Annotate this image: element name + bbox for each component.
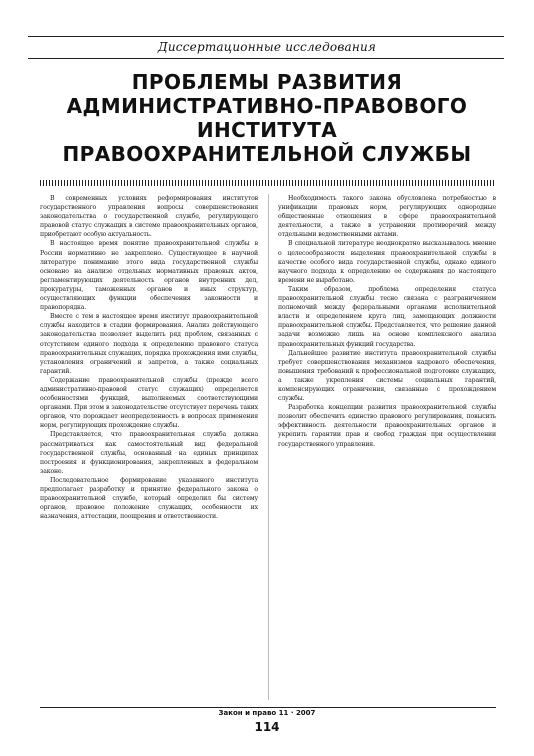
page-number: 114	[254, 720, 280, 734]
paragraph: Дальнейшее развитие института правоохранительной службы требует совершенствования механизмов кадрового обеспечения, повышения требований к профессиональной подготовке служащих, а также укрепления системы социальных гарантий, компенсирующих ограничения, связанные с прохождением службы.	[278, 349, 496, 403]
article-title-line: АДМИНИСТРАТИВНО-ПРАВОВОГО	[66, 94, 468, 118]
article-title-line: ПРАВООХРАНИТЕЛЬНОЙ СЛУЖБЫ	[62, 142, 472, 166]
article-title	[30, 70, 504, 166]
column-divider	[268, 194, 269, 700]
paragraph: Необходимость такого закона обусловлена потребностью в унификации правовых норм, регулирующих однородные общественные отношения в сфере правоохранительной деятельности, а также в устранении противоречий между отдельными ведомственными актами.	[278, 195, 496, 239]
paragraph: Представляется, что правоохранительная служба должна рассматриваться как самостоятельный вид федеральной государственной службы, основанный на единых принципах построения и функционирования, закрепленных в федеральном законе.	[40, 431, 258, 475]
header-rule-top	[28, 36, 504, 37]
header-rule-bottom	[28, 58, 504, 59]
paragraph: Содержание правоохранительной службы (прежде всего административно-правовой статус служащих) определяется особенностями функций, выполняемых соответствующими органами. При этом в законодательстве отсутствует перечень таких органов, что порождает неопределенность в вопросах применения норм, регулирующих прохождение службы.	[40, 376, 258, 430]
paragraph: Последовательное формирование указанного института предполагает разработку и принятие федерального закона о правоохранительной службе, который определил бы систему органов, правовое положение служащих, особенности их назначения, аттестации, поощрения и ответственности.	[40, 476, 258, 521]
paragraph: В современных условиях реформирования институтов государственного управления вопросы совершенствования законодательства о государственной службе, регулирующего правовой статус служащих в системе правоохранительных органов, приобретают особую актуальность.	[40, 195, 258, 239]
decorative-divider	[40, 180, 496, 186]
paragraph: Разработка концепции развития правоохранительной службы позволит обеспечить единство правового регулирования, повысить эффективность деятельности правоохранительных органов и укрепить гарантии прав и свобод граждан при осуществлении государственного управления.	[278, 404, 496, 448]
paragraph: В настоящее время понятие правоохранительной службы в России нормативно не закреплено. Существующее в научной литературе понимание этого вида государственной службы основано на анализе отдельных нормативных правовых актов, регламентирующих деятельность органов внутренних дел, прокуратуры, таможенных органов и иных структур, осуществляющих функции обеспечения законности и правопорядка.	[40, 240, 258, 312]
footer-rule	[40, 707, 496, 708]
paragraph: В специальной литературе неоднократно высказывалось мнение о целесообразности выделения правоохранительной службы в качестве особого вида государственной службы, однако единого научного подхода к определению ее содержания до настоящего времени не выработано.	[278, 240, 496, 284]
left-column	[40, 194, 258, 700]
article-body	[40, 194, 496, 700]
article-title-line: ПРОБЛЕМЫ РАЗВИТИЯ	[131, 70, 403, 94]
article-title-line: ИНСТИТУТА	[196, 118, 338, 142]
journal-issue: Закон и право 11 · 2007	[218, 709, 316, 717]
section-title: Диссертационные исследования	[157, 40, 377, 54]
paragraph: Вместе с тем в настоящее время институт правоохранительной службы находится в стадии формирования. Анализ действующего законодательства позволяет выделить ряд проблем, связанных с отсутствием единого подхода к определению правового статуса правоохранительных служащих, порядка прохождения ими службы, установления ограничений и запретов, а также социальных гарантий.	[40, 313, 258, 375]
paragraph: Таким образом, проблема определения статуса правоохранительной службы тесно связана с разграничением полномочий между федеральными органами исполнительной власти и определением круга лиц, замещающих должности правоохранительной службы. Представляется, что решение данной задачи возможно лишь на основе комплексного анализа правоохранительных функций государства.	[278, 285, 496, 348]
right-column	[278, 194, 496, 700]
